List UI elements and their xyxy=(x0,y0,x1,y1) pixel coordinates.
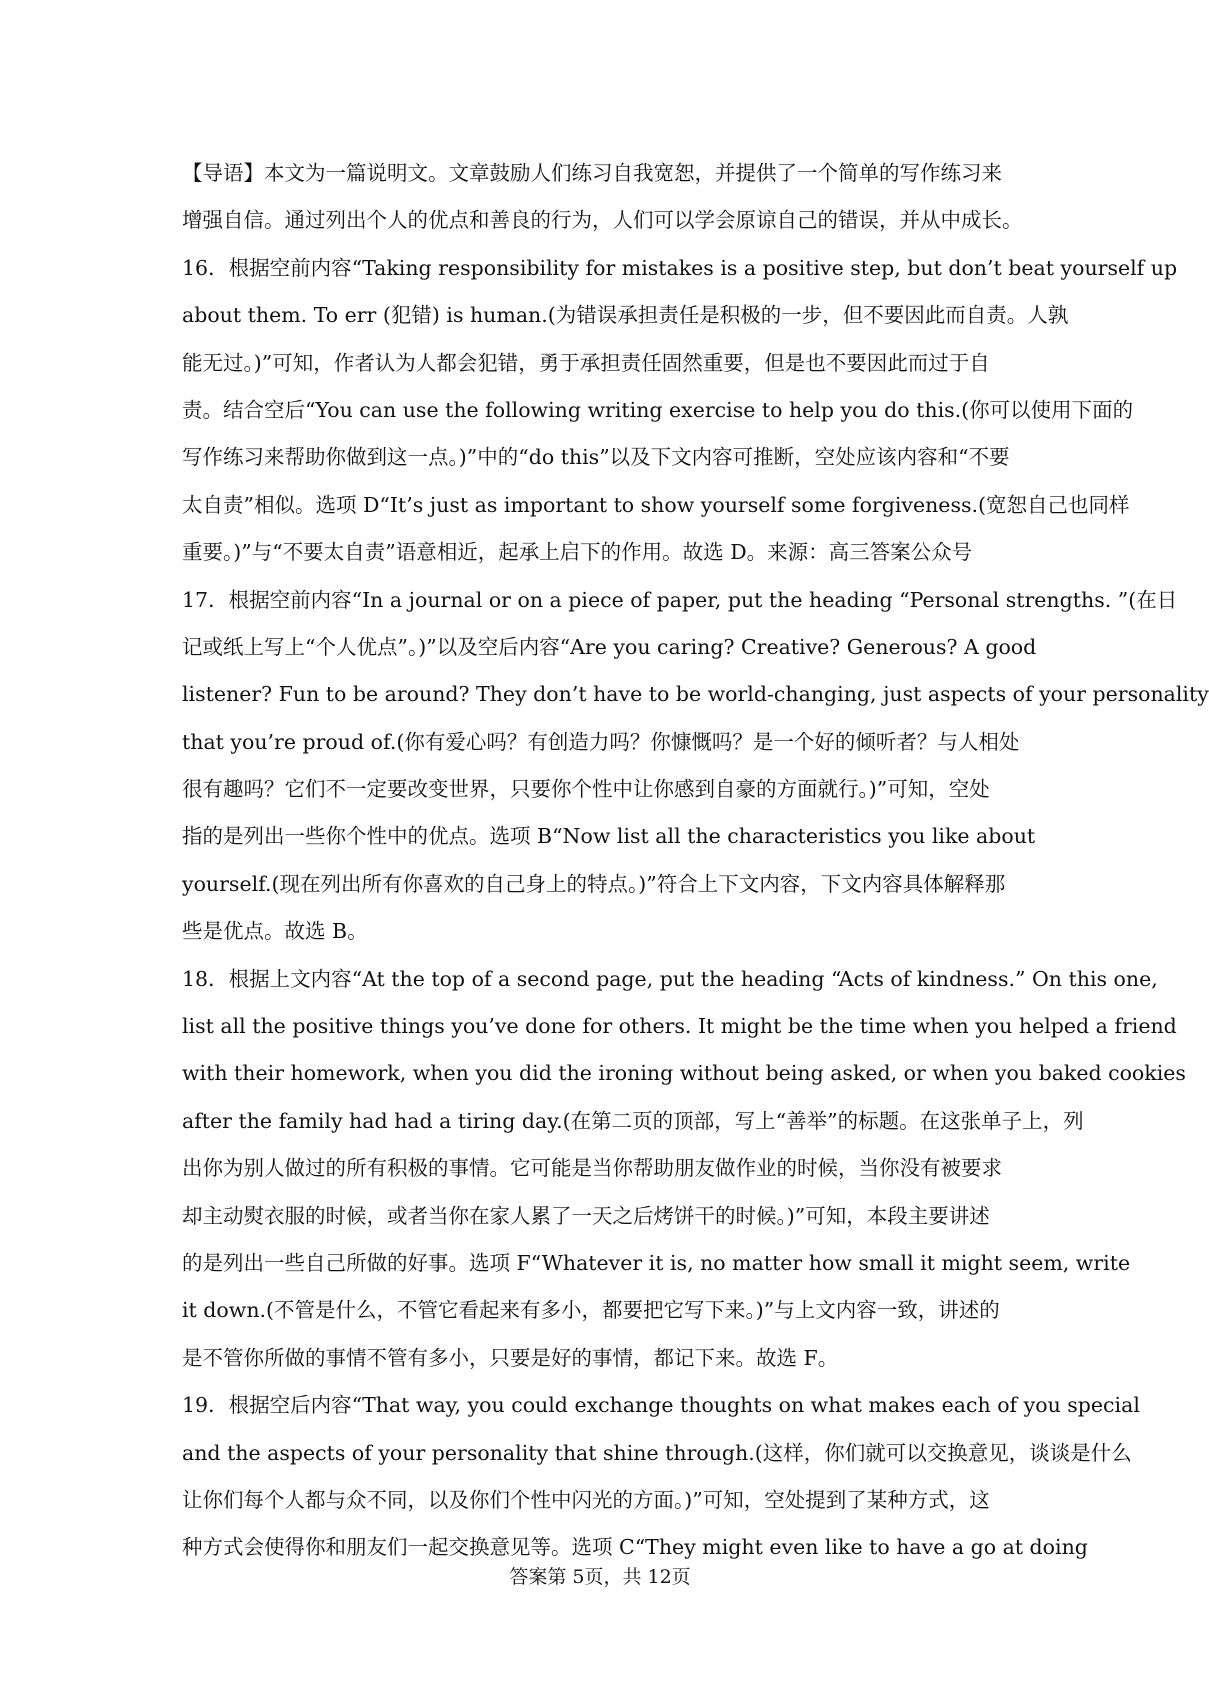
text-line: 18．根据上文内容“At the top of a second page, put the heading “Acts of kindness.” On this one, xyxy=(182,966,1158,991)
text-line: with their homework, when you did the ironing without being asked, or when you baked cookies xyxy=(182,1061,1186,1086)
text-line: 责。结合空后“You can use the following writing exercise to help you do this.(你可以使用下面的 xyxy=(182,397,1134,422)
document-body xyxy=(182,150,1209,1572)
text-line: listener? Fun to be around? They don’t have to be world-changing, just aspects of your personality xyxy=(182,682,1209,707)
text-line: 出你为别人做过的所有积极的事情。它可能是当你帮助朋友做作业的时候，当你没有被要求 xyxy=(182,1156,1002,1181)
page-number-label: 答案第 5页，共 12页 xyxy=(509,1566,691,1588)
text-line: 17．根据空前内容“In a journal or on a piece of paper, put the heading “Personal strengths. ”(在日 xyxy=(182,587,1178,612)
text-line: 指的是列出一些你个性中的优点。选项 B“Now list all the characteristics you like about xyxy=(182,824,1036,849)
text-line: 很有趣吗？它们不一定要改变世界，只要你个性中让你感到自豪的方面就行。)”可知，空处 xyxy=(182,777,990,802)
text-line: yourself.(现在列出所有你喜欢的自己身上的特点。)”符合上下文内容，下文内容具体解释那 xyxy=(182,871,1006,896)
text-line: 却主动熨衣服的时候，或者当你在家人累了一天之后烤饼干的时候。)”可知，本段主要讲述 xyxy=(182,1203,990,1228)
text-line: about them. To err (犯错) is human.(为错误承担责任是积极的一步，但不要因此而自责。人孰 xyxy=(182,303,1069,328)
text-line: after the family had had a tiring day.(在第二页的顶部，写上“善举”的标题。在这张单子上，列 xyxy=(182,1108,1084,1133)
text-line: 的是列出一些自己所做的好事。选项 F“Whatever it is, no matter how small it might seem, write xyxy=(182,1250,1131,1275)
text-line: 是不管你所做的事情不管有多小，只要是好的事情，都记下来。故选 F。 xyxy=(182,1345,839,1370)
text-line: and the aspects of your personality that shine through.(这样，你们就可以交换意见，谈谈是什么 xyxy=(182,1440,1132,1465)
text-line: 太自责”相似。选项 D“It’s just as important to show yourself some forgiveness.(宽恕自己也同样 xyxy=(182,492,1130,517)
text-line: 重要。)”与“不要太自责”语意相近，起承上启下的作用。故选 D。来源：高三答案公众号 xyxy=(182,540,973,565)
text-line: 16．根据空前内容“Taking responsibility for mistakes is a positive step, but don’t beat yourself up xyxy=(182,255,1178,280)
text-line: 增强自信。通过列出个人的优点和善良的行为，人们可以学会原谅自己的错误，并从中成长。 xyxy=(182,208,1023,233)
text-line: that you’re proud of.(你有爱心吗？有创造力吗？你慷慨吗？是一个好的倾听者？与人相处 xyxy=(182,729,1020,754)
text-line: 让你们每个人都与众不同，以及你们个性中闪光的方面。)”可知，空处提到了某种方式，这 xyxy=(182,1487,990,1512)
text-line: 能无过。)”可知，作者认为人都会犯错，勇于承担责任固然重要，但是也不要因此而过于自 xyxy=(182,350,990,375)
page-footer xyxy=(0,1562,1200,1592)
text-line: 19．根据空后内容“That way, you could exchange thoughts on what makes each of you special xyxy=(182,1393,1140,1418)
text-line: 些是优点。故选 B。 xyxy=(182,919,368,944)
text-line: it down.(不管是什么，不管它看起来有多小，都要把它写下来。)”与上文内容一致，讲述的 xyxy=(182,1298,1000,1323)
text-line: list all the positive things you’ve done for others. It might be the time when you helped a friend xyxy=(182,1014,1177,1039)
text-line: 【导语】本文为一篇说明文。文章鼓励人们练习自我宽恕，并提供了一个简单的写作练习来 xyxy=(182,161,1002,185)
text-line: 记或纸上写上“个人优点”。)”以及空后内容“Are you caring? Creative? Generous? A good xyxy=(182,634,1037,659)
text-line: 种方式会使得你和朋友们一起交换意见等。选项 C“They might even like to have a go at doing xyxy=(182,1535,1088,1560)
text-line: 写作练习来帮助你做到这一点。)”中的“do this”以及下文内容可推断，空处应该内容和“不要 xyxy=(182,445,1010,470)
